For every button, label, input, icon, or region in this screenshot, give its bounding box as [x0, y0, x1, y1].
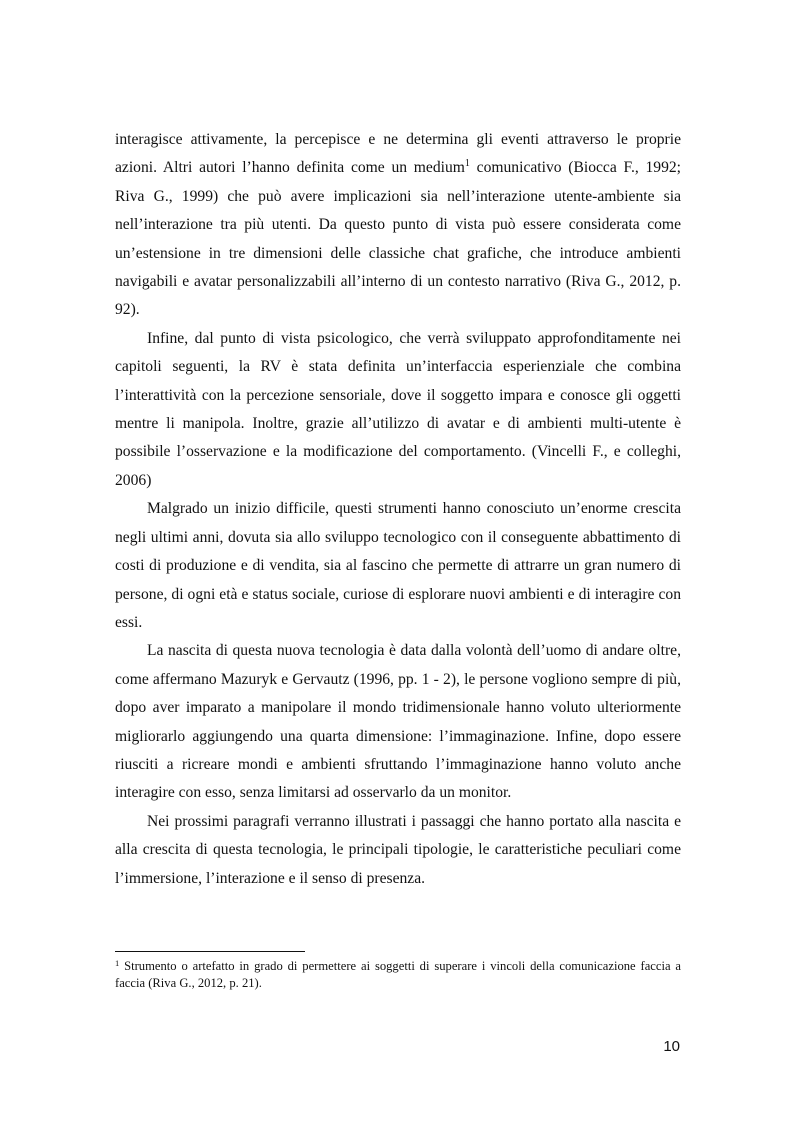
footnote [115, 958, 681, 993]
body-text [115, 126, 681, 893]
footnote-separator [115, 951, 305, 952]
paragraph: Infine, dal punto di vista psicologico, che verrà sviluppato approfonditamente nei capitoli seguenti, la RV è stata definita un’interfaccia esperienziale che combina l’interattività con la percezione sensoriale, dove il soggetto impara e conosce gli oggetti mentre li manipola. Inoltre, grazie all’utilizzo di avatar e di ambienti multi-utente è possibile l’osservazione e la modificazione del comportamento. (Vincelli F., e colleghi, 2006) [115, 329, 681, 489]
footnote-reference: 1 [464, 158, 470, 170]
paragraph-text: interagisce attivamente, la percepisce e ne determina gli eventi attraverso le proprie azioni. Altri autori l’hanno definita come un medium [115, 131, 681, 177]
page-number: 10 [663, 1038, 680, 1055]
footnote-text: Strumento o artefatto in grado di permettere ai soggetti di superare i vincoli della comunicazione faccia a faccia (Riva G., 2012, p. 21). [115, 959, 681, 991]
footnote-marker: 1 [115, 958, 120, 968]
paragraph-text-continued: comunicativo (Biocca F., 1992; Riva G., 1999) che può avere implicazioni sia nell’interazione utente-ambiente sia nell’interazione tra più utenti. Da questo punto di vista può essere considerata come un’estensione in tre dimensioni delle classiche chat grafiche, che introduce ambienti navigabili e avatar personalizzabili all’interno di un contesto narrativo (Riva G., 2012, p. 92). [115, 159, 682, 319]
paragraph: Nei prossimi paragrafi verranno illustrati i passaggi che hanno portato alla nascita e alla crescita di questa tecnologia, le principali tipologie, le caratteristiche peculiari come l’immersione, l’interazione e il senso di presenza. [115, 812, 681, 887]
paragraph [115, 126, 681, 325]
paragraph: Malgrado un inizio difficile, questi strumenti hanno conosciuto un’enorme crescita negli ultimi anni, dovuta sia allo sviluppo tecnologico con il conseguente abbattimento di costi di produzione e di vendita, sia al fascino che permette di attrarre un gran numero di persone, di ogni età e status sociale, curiose di esplorare nuovi ambienti e di interagire con essi. [115, 500, 681, 631]
paragraph: La nascita di questa nuova tecnologia è data dalla volontà dell’uomo di andare oltre, come affermano Mazuryk e Gervautz (1996, pp. 1 - 2), le persone vogliono sempre di più, dopo aver imparato a manipolare il mondo tridimensionale hanno voluto ulteriormente migliorarlo aggiungendo una quarta dimensione: l’immaginazione. Infine, dopo essere riusciti a ricreare mondi e ambienti sfruttando l’immaginazione hanno voluto anche interagire con esso, senza limitarsi ad osservarlo da un monitor. [115, 642, 681, 802]
